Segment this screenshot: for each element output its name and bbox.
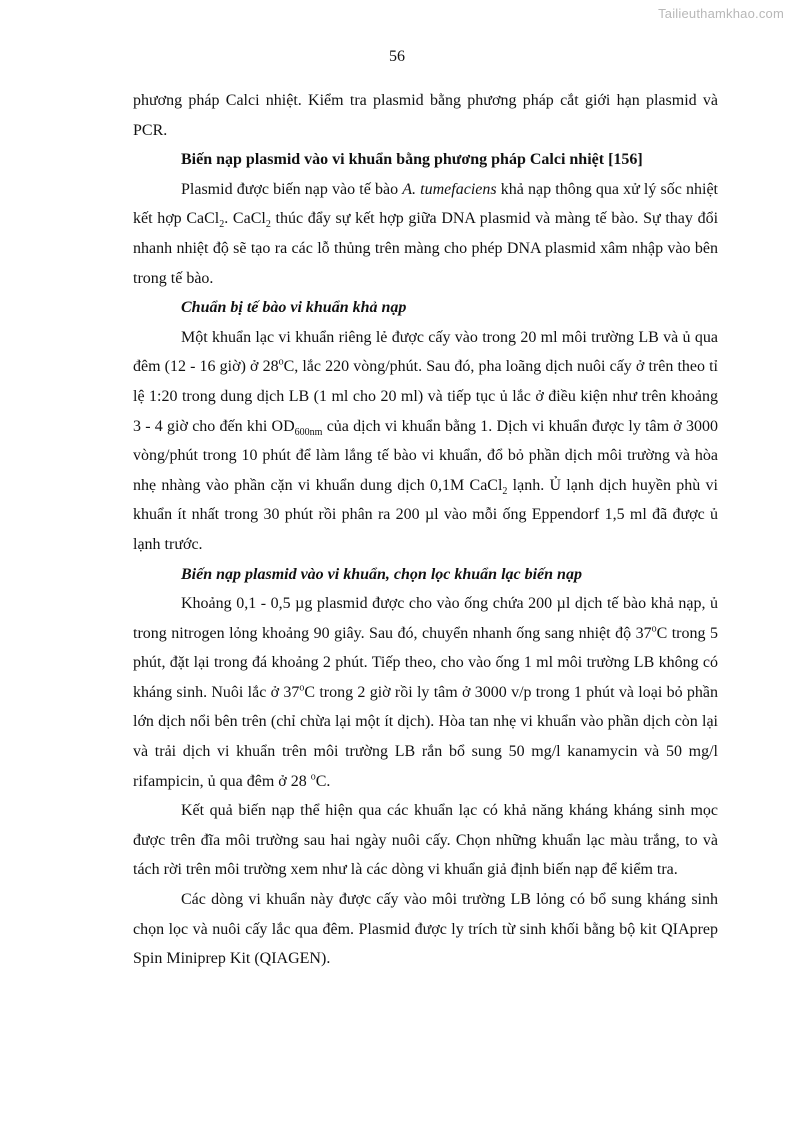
watermark: Tailieuthamkhao.com: [658, 6, 784, 21]
paragraph-transformation-principle: Plasmid được biến nạp vào tế bào A. tumefaciens khả nạp thông qua xử lý sốc nhiệt kết hợp CaCl$_2$. CaCl$_2$ thúc đẩy sự kết hợp giữa DNA plasmid và màng tế bào. Sự thay đổi nhanh nhiệt độ sẽ tạo ra các lỗ thủng trên màng cho phép DNA plasmid xâm nhập vào bên trong tế bào.: [133, 180, 719, 287]
paragraph-competent-cells-protocol: Một khuẩn lạc vi khuẩn riêng lẻ được cấy vào trong 20 ml môi trường LB và ủ qua đêm (12 - 16 giờ) ở 28$^o$C, lắc 220 vòng/phút. Sau đó, pha loãng dịch nuôi cấy ở trên theo tỉ lệ 1:20 trong dung dịch LB (1 ml cho 20 ml) và tiếp tục ủ lắc ở điều kiện như trên khoảng 3 - 4 giờ cho đến khi $OD_{600nm}$ của dịch vi khuẩn bằng 1. Dịch vi khuẩn được ly tâm ở 3000 vòng/phút trong 10 phút để làm lắng tế bào vi khuẩn, đổ bỏ phần dịch môi trường và hòa nhẹ nhàng vào phần cặn vi khuẩn dung dịch 0,1M CaCl$_2$ lạnh. Ủ lạnh dịch huyền phù vi khuẩn ít nhất trong 30 phút rồi phân ra 200 µl vào mỗi ống Eppendorf 1,5 ml đã được ủ lạnh trước.: [133, 328, 718, 553]
subheading-competent-cells: Chuẩn bị tế bào vi khuẩn khả nạp: [181, 299, 407, 317]
page-number: 56: [389, 48, 405, 65]
paragraph-results: Kết quả biến nạp thể hiện qua các khuẩn lạc có khả năng kháng kháng sinh mọc được trên đĩa môi trường sau hai ngày nuôi cấy. Chọn những khuẩn lạc màu trắng, to và tách rời trên môi trường xem như là các dòng vi khuẩn giả định biến nạp để kiểm tra.: [133, 802, 718, 879]
section-heading-calcium-transformation: Biến nạp plasmid vào vi khuẩn bằng phương pháp Calci nhiệt [156]: [181, 151, 643, 169]
species-name: A. tumefaciens: [402, 180, 497, 198]
document-body: [133, 86, 718, 974]
paragraph-plasmid-extraction: Các dòng vi khuẩn này được cấy vào môi trường LB lỏng có bổ sung kháng sinh chọn lọc và nuôi cấy lắc qua đêm. Plasmid được ly trích từ sinh khối bằng bộ kit QIAprep Spin Miniprep Kit (QIAGEN).: [133, 891, 718, 968]
paragraph-transformation-protocol: Khoảng 0,1 - 0,5 µg plasmid được cho vào ống chứa 200 µl dịch tế bào khả nạp, ủ trong nitrogen lỏng khoảng 90 giây. Sau đó, chuyển nhanh ống sang nhiệt độ 37$^o$C trong 5 phút, đặt lại trong đá khoảng 2 phút. Tiếp theo, cho vào ống 1 ml môi trường LB không có kháng sinh. Nuôi lắc ở 37$^o$C trong 2 giờ rồi ly tâm ở 3000 v/p trong 1 phút và loại bỏ phần lớn dịch nổi bên trên (chỉ chừa lại một ít dịch). Hòa tan nhẹ vi khuẩn vào phần dịch còn lại và trải dịch vi khuẩn trên môi trường LB rắn bổ sung 50 mg/l kanamycin và 50 mg/l rifampicin, ủ qua đêm ở 28 $^o$C.: [133, 595, 718, 790]
subheading-transformation-selection: Biến nạp plasmid vào vi khuẩn, chọn lọc khuẩn lạc biến nạp: [181, 565, 582, 583]
paragraph-intro: phương pháp Calci nhiệt. Kiểm tra plasmid bằng phương pháp cắt giới hạn plasmid và PCR.: [133, 92, 718, 139]
